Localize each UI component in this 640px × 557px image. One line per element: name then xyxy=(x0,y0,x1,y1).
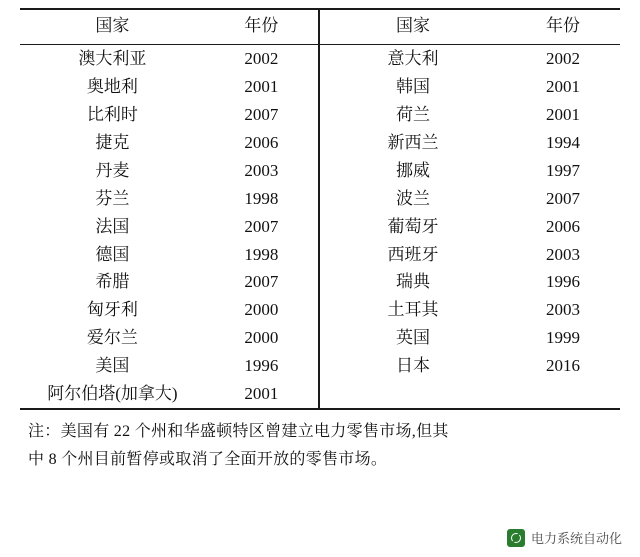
table-left-body-wrap xyxy=(20,45,318,408)
table-row xyxy=(320,213,620,241)
cell-country: 美国 xyxy=(95,356,130,376)
cell-country: 日本 xyxy=(396,356,430,376)
table-row xyxy=(20,268,318,296)
cell-year: 2016 xyxy=(546,356,580,376)
table-header-row xyxy=(20,10,318,44)
publisher-label: 电力系统自动化 xyxy=(530,531,622,546)
table-row xyxy=(20,352,318,380)
cell-year: 2006 xyxy=(244,132,279,152)
table-row xyxy=(320,352,620,380)
cell-year: 2003 xyxy=(244,160,279,180)
table-row xyxy=(320,296,620,324)
table-row xyxy=(20,129,318,157)
cell-year: 2002 xyxy=(546,48,580,68)
table-row xyxy=(20,213,318,241)
cell-year: 2003 xyxy=(546,244,580,264)
cell-country: 土耳其 xyxy=(387,300,439,320)
table-left xyxy=(20,10,318,44)
cell-country: 匈牙利 xyxy=(86,300,138,320)
cell-year: 2000 xyxy=(244,300,279,320)
table-row xyxy=(20,45,318,73)
header-country-right: 国家 xyxy=(396,16,430,35)
table-row xyxy=(320,129,620,157)
cell-year: 1996 xyxy=(244,356,279,376)
cell-country: 希腊 xyxy=(95,272,130,292)
table-row xyxy=(320,185,620,213)
cell-year: 2001 xyxy=(546,76,580,96)
table-right xyxy=(320,10,620,44)
table-row xyxy=(320,157,620,185)
table-row xyxy=(20,380,318,408)
cell-year: 2002 xyxy=(244,48,279,68)
cell-year: 1998 xyxy=(244,188,279,208)
cell-year: 2001 xyxy=(244,76,279,96)
table-left-half xyxy=(20,10,320,408)
document-page xyxy=(0,8,640,557)
table-row xyxy=(20,73,318,101)
cell-country: 葡萄牙 xyxy=(387,216,439,236)
cell-country: 奥地利 xyxy=(86,76,138,96)
cell-country: 英国 xyxy=(396,328,430,348)
cell-year xyxy=(506,380,620,385)
cell-country: 阿尔伯塔(加拿大) xyxy=(47,384,178,404)
table-right-half xyxy=(320,10,620,408)
cell-year: 2007 xyxy=(244,216,279,236)
table-row xyxy=(20,157,318,185)
cell-country: 意大利 xyxy=(387,48,439,68)
cell-country: 爱尔兰 xyxy=(86,328,138,348)
cell-year: 2007 xyxy=(244,104,279,124)
note-line-2: 中 8 个州目前暂停或取消了全面开放的零售市场。 xyxy=(28,451,388,469)
note-line-1: 注：美国有 22 个州和华盛顿特区曾建立电力零售市场,但其 xyxy=(28,423,449,441)
table-row xyxy=(20,101,318,129)
table-row xyxy=(320,45,620,73)
cell-country: 丹麦 xyxy=(95,160,130,180)
table-row xyxy=(320,73,620,101)
table-row xyxy=(320,324,620,352)
table-row xyxy=(20,185,318,213)
header-country-left: 国家 xyxy=(95,16,130,35)
cell-year: 2001 xyxy=(546,104,580,124)
table-left-body xyxy=(20,45,318,408)
cell-country xyxy=(320,380,506,385)
header-year-right: 年份 xyxy=(546,16,580,35)
cell-year: 2007 xyxy=(546,188,580,208)
cell-country: 德国 xyxy=(95,244,130,264)
wechat-account-icon xyxy=(507,529,525,547)
table-note xyxy=(20,410,620,474)
cell-country: 新西兰 xyxy=(387,132,439,152)
cell-country: 捷克 xyxy=(95,132,130,152)
cell-country: 韩国 xyxy=(396,76,430,96)
cell-year: 2007 xyxy=(244,272,279,292)
table-left-head xyxy=(20,10,318,44)
cell-year: 2003 xyxy=(546,300,580,320)
cell-country: 芬兰 xyxy=(95,188,130,208)
cell-year: 1996 xyxy=(546,272,580,292)
cell-year: 1999 xyxy=(546,328,580,348)
table-row-empty xyxy=(320,380,620,385)
cell-year: 2000 xyxy=(244,328,279,348)
two-column-table xyxy=(20,10,620,408)
table-row xyxy=(20,296,318,324)
cell-year: 1997 xyxy=(546,160,580,180)
table-row xyxy=(320,268,620,296)
cell-year: 1994 xyxy=(546,132,580,152)
table-row xyxy=(320,101,620,129)
cell-country: 法国 xyxy=(95,216,130,236)
cell-country: 波兰 xyxy=(396,188,430,208)
table-row xyxy=(20,324,318,352)
table-right-head xyxy=(320,10,620,44)
cell-year: 2006 xyxy=(546,216,580,236)
cell-country: 荷兰 xyxy=(396,104,430,124)
cell-country: 瑞典 xyxy=(396,272,430,292)
table-right-body xyxy=(320,45,620,385)
cell-country: 挪威 xyxy=(396,160,430,180)
publisher-badge xyxy=(507,528,622,547)
table-header-row xyxy=(320,10,620,44)
cell-year: 2001 xyxy=(244,384,279,404)
cell-country: 澳大利亚 xyxy=(78,48,147,68)
cell-country: 西班牙 xyxy=(387,244,439,264)
table-right-body-wrap xyxy=(320,45,620,385)
header-year-left: 年份 xyxy=(244,16,279,35)
table-row xyxy=(20,241,318,269)
cell-year: 1998 xyxy=(244,244,279,264)
cell-country: 比利时 xyxy=(86,104,138,124)
table-row xyxy=(320,241,620,269)
